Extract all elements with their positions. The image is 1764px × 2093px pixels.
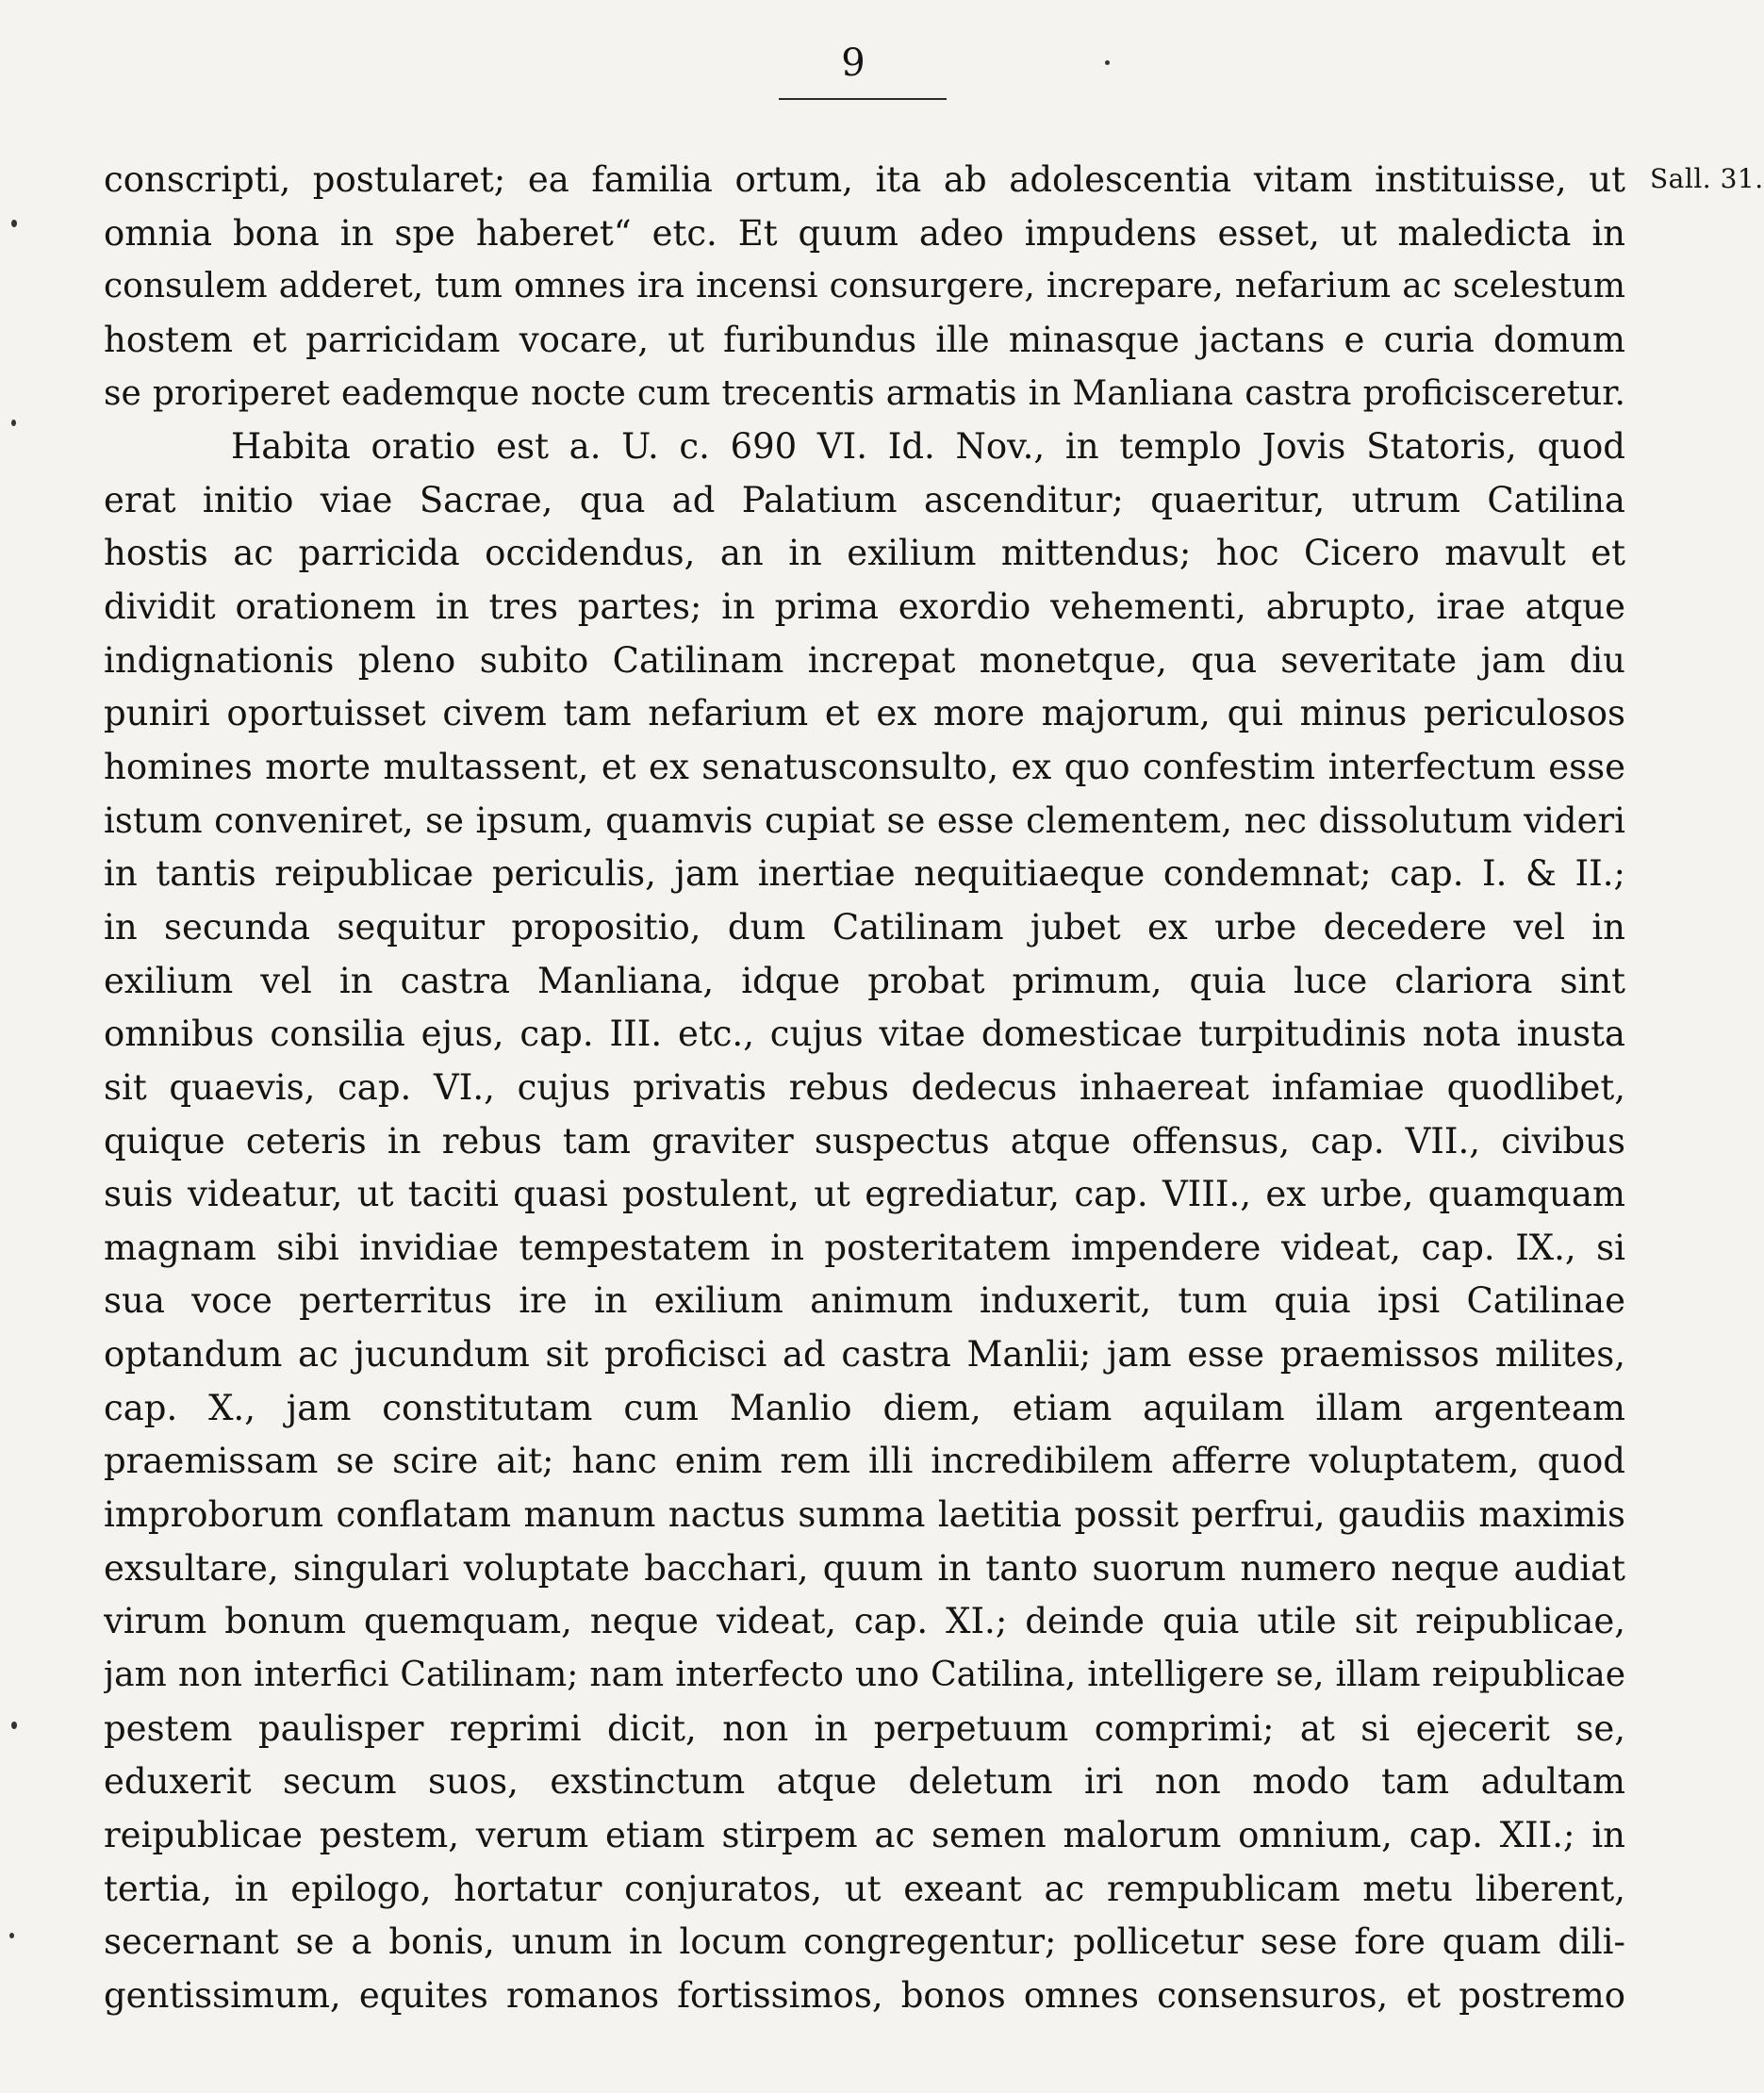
text-line: in secunda sequitur propositio, dum Catilinam jubet ex urbe decedere vel in: [104, 906, 1625, 948]
scan-speck: [11, 1722, 17, 1729]
scan-speck: [11, 420, 16, 426]
margin-note: Sall. 31.: [1650, 163, 1764, 194]
text-line: hostis ac parricida occidendus, an in exilium mittendus; hoc Cicero mavult et: [104, 533, 1625, 574]
scan-speck: [1105, 60, 1110, 65]
text-line: exsultare, singulari voluptate bacchari, quum in tanto suorum numero neque audiat: [104, 1547, 1625, 1589]
page-number: 9: [841, 41, 866, 85]
text-line: improborum conflatam manum nactus summa laetitia possit perfrui, gaudiis maximis: [104, 1494, 1625, 1536]
text-line: optandum ac jucundum sit proficisci ad castra Manlii; jam esse praemissos milites,: [104, 1334, 1625, 1376]
text-line: reipublicae pestem, verum etiam stirpem ac semen malorum omnium, cap. XII.; in: [104, 1814, 1625, 1855]
text-line: quique ceteris in rebus tam graviter suspectus atque offensus, cap. VII., civibus: [104, 1120, 1625, 1162]
text-line: homines morte multassent, et ex senatusconsulto, ex quo confestim interfectum esse: [104, 747, 1625, 788]
text-line: Habita oratio est a. U. c. 690 VI. Id. Nov., in templo Jovis Statoris, quod: [231, 426, 1625, 468]
text-line: in tantis reipublicae periculis, jam inertiae nequitiaeque condemnat; cap. I. & II.;: [104, 853, 1625, 895]
text-line: hostem et parricidam vocare, ut furibundus ille minasque jactans e curia domum: [104, 319, 1625, 360]
text-line: omnia bona in spe haberet“ etc. Et quum adeo impudens esset, ut maledicta in: [104, 212, 1625, 254]
text-line: conscripti, postularet; ea familia ortum, ita ab adolescentia vitam instituisse, ut: [104, 159, 1625, 200]
scan-speck: [11, 220, 17, 227]
scan-speck: [9, 1933, 14, 1938]
header-rule: [779, 98, 947, 100]
text-line: cap. X., jam constitutam cum Manlio diem, etiam aquilam illam argenteam: [104, 1387, 1625, 1428]
text-line: erat initio viae Sacrae, qua ad Palatium ascenditur; quaeritur, utrum Catilina: [104, 479, 1625, 520]
text-line: suis videatur, ut taciti quasi postulent, ut egrediatur, cap. VIII., ex urbe, quamquam: [104, 1174, 1625, 1215]
text-line: sit quaevis, cap. VI., cujus privatis rebus dedecus inhaereat infamiae quodlibet,: [104, 1066, 1625, 1108]
text-line: gentissimum, equites romanos fortissimos, bonos omnes consensuros, et postremo: [104, 1974, 1625, 2016]
text-line: tertia, in epilogo, hortatur conjuratos, ut exeant ac rempublicam metu liberent,: [104, 1868, 1625, 1909]
text-line: secernant se a bonis, unum in locum congregentur; pollicetur sese fore quam dili-: [104, 1921, 1625, 1963]
text-line: jam non interfici Catilinam; nam interfecto uno Catilina, intelligere se, illam reipublicae: [104, 1655, 1625, 1694]
text-line: consulem adderet, tum omnes ira incensi consurgere, increpare, nefarium ac scelestum: [104, 267, 1625, 306]
text-line: puniri oportuisset civem tam nefarium et ex more majorum, qui minus periculosos: [104, 693, 1625, 734]
text-line: pestem paulisper reprimi dicit, non in perpetuum comprimi; at si ejecerit se,: [104, 1707, 1625, 1749]
text-line: eduxerit secum suos, exstinctum atque deletum iri non modo tam adultam: [104, 1761, 1625, 1803]
text-line: magnam sibi invidiae tempestatem in posteritatem impendere videat, cap. IX., si: [104, 1227, 1625, 1268]
text-line: indignationis pleno subito Catilinam increpat monetque, qua severitate jam diu: [104, 639, 1625, 681]
text-line: sua voce perterritus ire in exilium animum induxerit, tum quia ipsi Catilinae: [104, 1280, 1625, 1322]
text-line: exilium vel in castra Manliana, idque probat primum, quia luce clariora sint: [104, 960, 1625, 1001]
text-line: se proriperet eademque nocte cum trecentis armatis in Manliana castra proficisceretur.: [104, 373, 1625, 413]
body-text: [104, 154, 1625, 2022]
text-line: istum conveniret, se ipsum, quamvis cupiat se esse clementem, nec dissolutum videri: [104, 799, 1625, 841]
text-line: omnibus consilia ejus, cap. III. etc., cujus vitae domesticae turpitudinis nota inusta: [104, 1014, 1625, 1055]
text-line: virum bonum quemquam, neque videat, cap. XI.; deinde quia utile sit reipublicae,: [104, 1601, 1625, 1642]
text-line: dividit orationem in tres partes; in prima exordio vehementi, abrupto, irae atque: [104, 586, 1625, 628]
text-line: praemissam se scire ait; hanc enim rem illi incredibilem afferre voluptatem, quod: [104, 1441, 1625, 1482]
